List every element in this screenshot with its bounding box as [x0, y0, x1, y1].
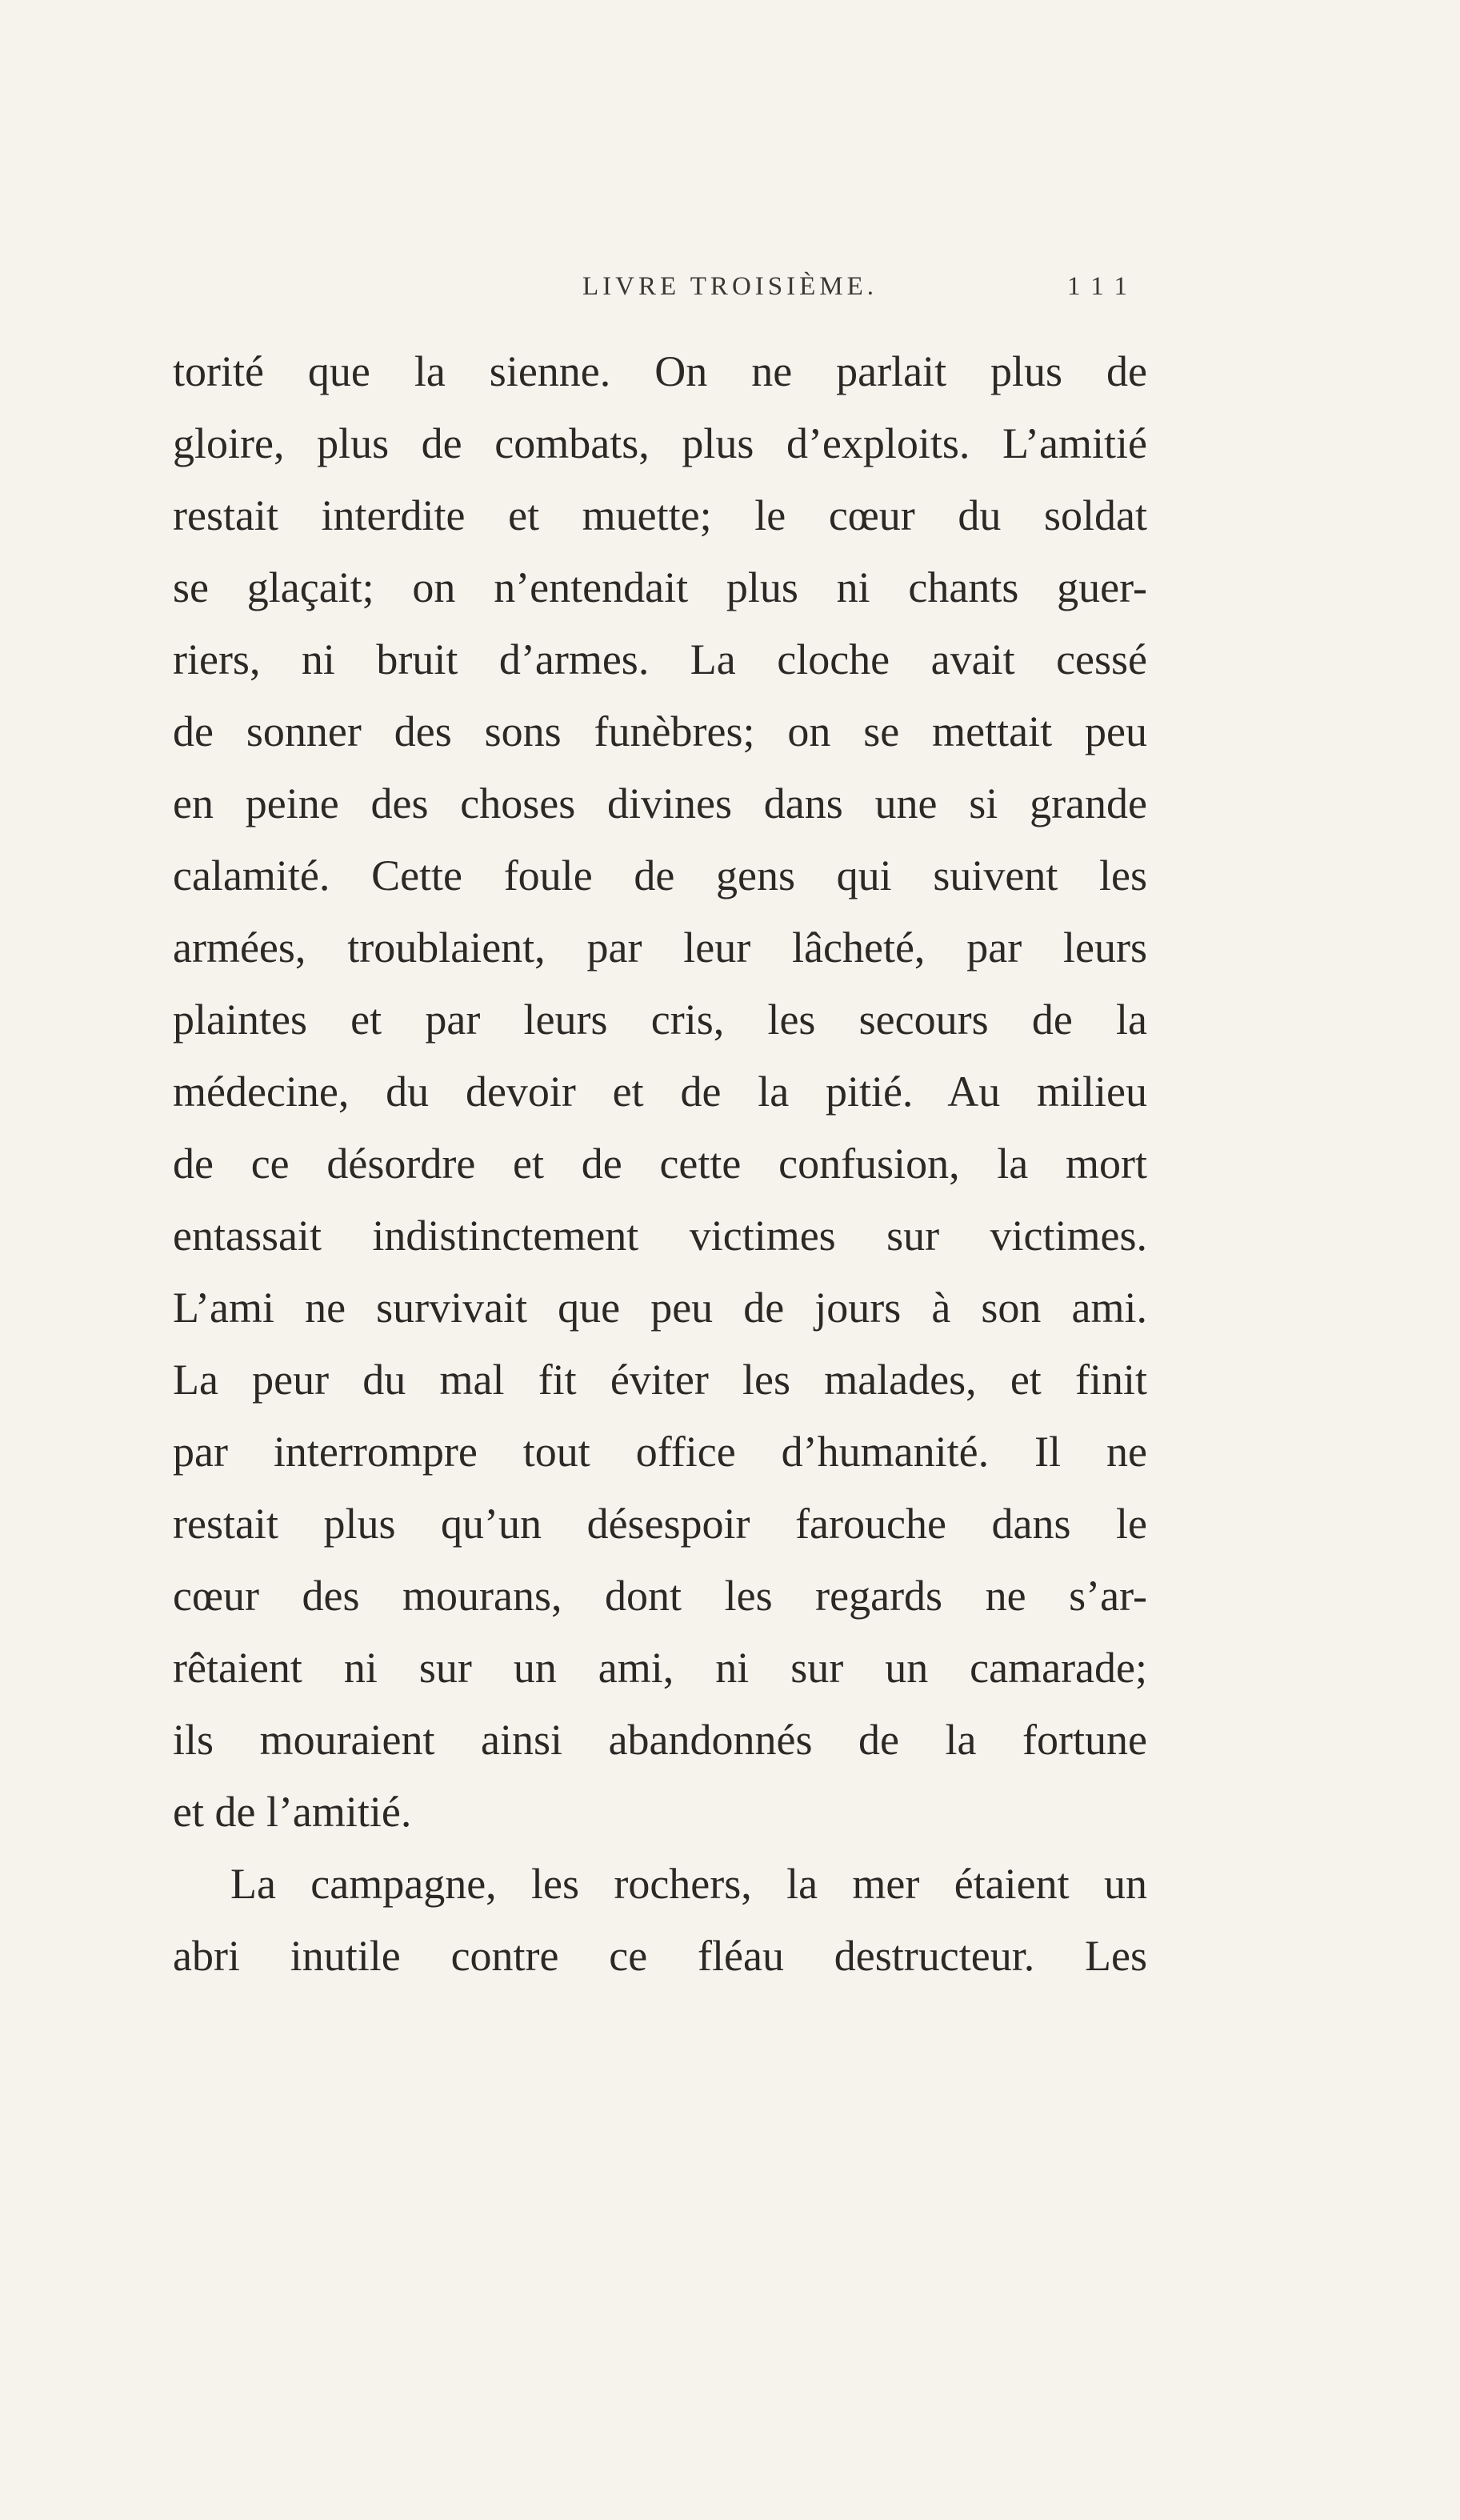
text-line: restait plus qu’un désespoir farouche dans le	[173, 1500, 1147, 1548]
text-line: restait interdite et muette; le cœur du soldat	[173, 491, 1147, 539]
text-line: entassait indistinctement victimes sur victimes.	[173, 1212, 1147, 1260]
text-line: abri inutile contre ce fléau destructeur. Les	[173, 1932, 1147, 1980]
text-line: La peur du mal fit éviter les malades, et finit	[173, 1356, 1147, 1404]
paragraph-end-line: et de l’amitié.	[173, 1788, 412, 1836]
text-line: torité que la sienne. On ne parlait plus de	[173, 347, 1147, 395]
text-line: armées, troublaient, par leur lâcheté, par leurs	[173, 923, 1147, 972]
text-line: rêtaient ni sur un ami, ni sur un camarade;	[173, 1644, 1147, 1692]
text-line: ils mouraient ainsi abandonnés de la fortune	[173, 1716, 1147, 1764]
text-line: plaintes et par leurs cris, les secours de la	[173, 996, 1147, 1044]
text-line: de sonner des sons funèbres; on se mettait peu	[173, 707, 1147, 755]
body-text	[173, 335, 1147, 1992]
text-line: en peine des choses divines dans une si grande	[173, 779, 1147, 827]
paragraph-start-line: La campagne, les rochers, la mer étaient un	[230, 1860, 1147, 1908]
page-number: 111	[1066, 272, 1138, 301]
text-line: L’ami ne survivait que peu de jours à son ami.	[173, 1284, 1147, 1332]
text-line: riers, ni bruit d’armes. La cloche avait cessé	[173, 635, 1147, 683]
text-line: calamité. Cette foule de gens qui suivent les	[173, 851, 1147, 899]
text-line: gloire, plus de combats, plus d’exploits. L’amitié	[173, 419, 1147, 467]
running-head	[0, 266, 1460, 314]
text-line: se glaçait; on n’entendait plus ni chants guer-	[173, 563, 1147, 611]
text-line: par interrompre tout office d’humanité. Il ne	[173, 1428, 1147, 1476]
text-line: cœur des mourans, dont les regards ne s’ar-	[173, 1572, 1147, 1620]
text-line: médecine, du devoir et de la pitié. Au milieu	[173, 1068, 1147, 1116]
running-title: LIVRE TROISIÈME.	[582, 272, 878, 301]
text-line: de ce désordre et de cette confusion, la mort	[173, 1140, 1147, 1188]
